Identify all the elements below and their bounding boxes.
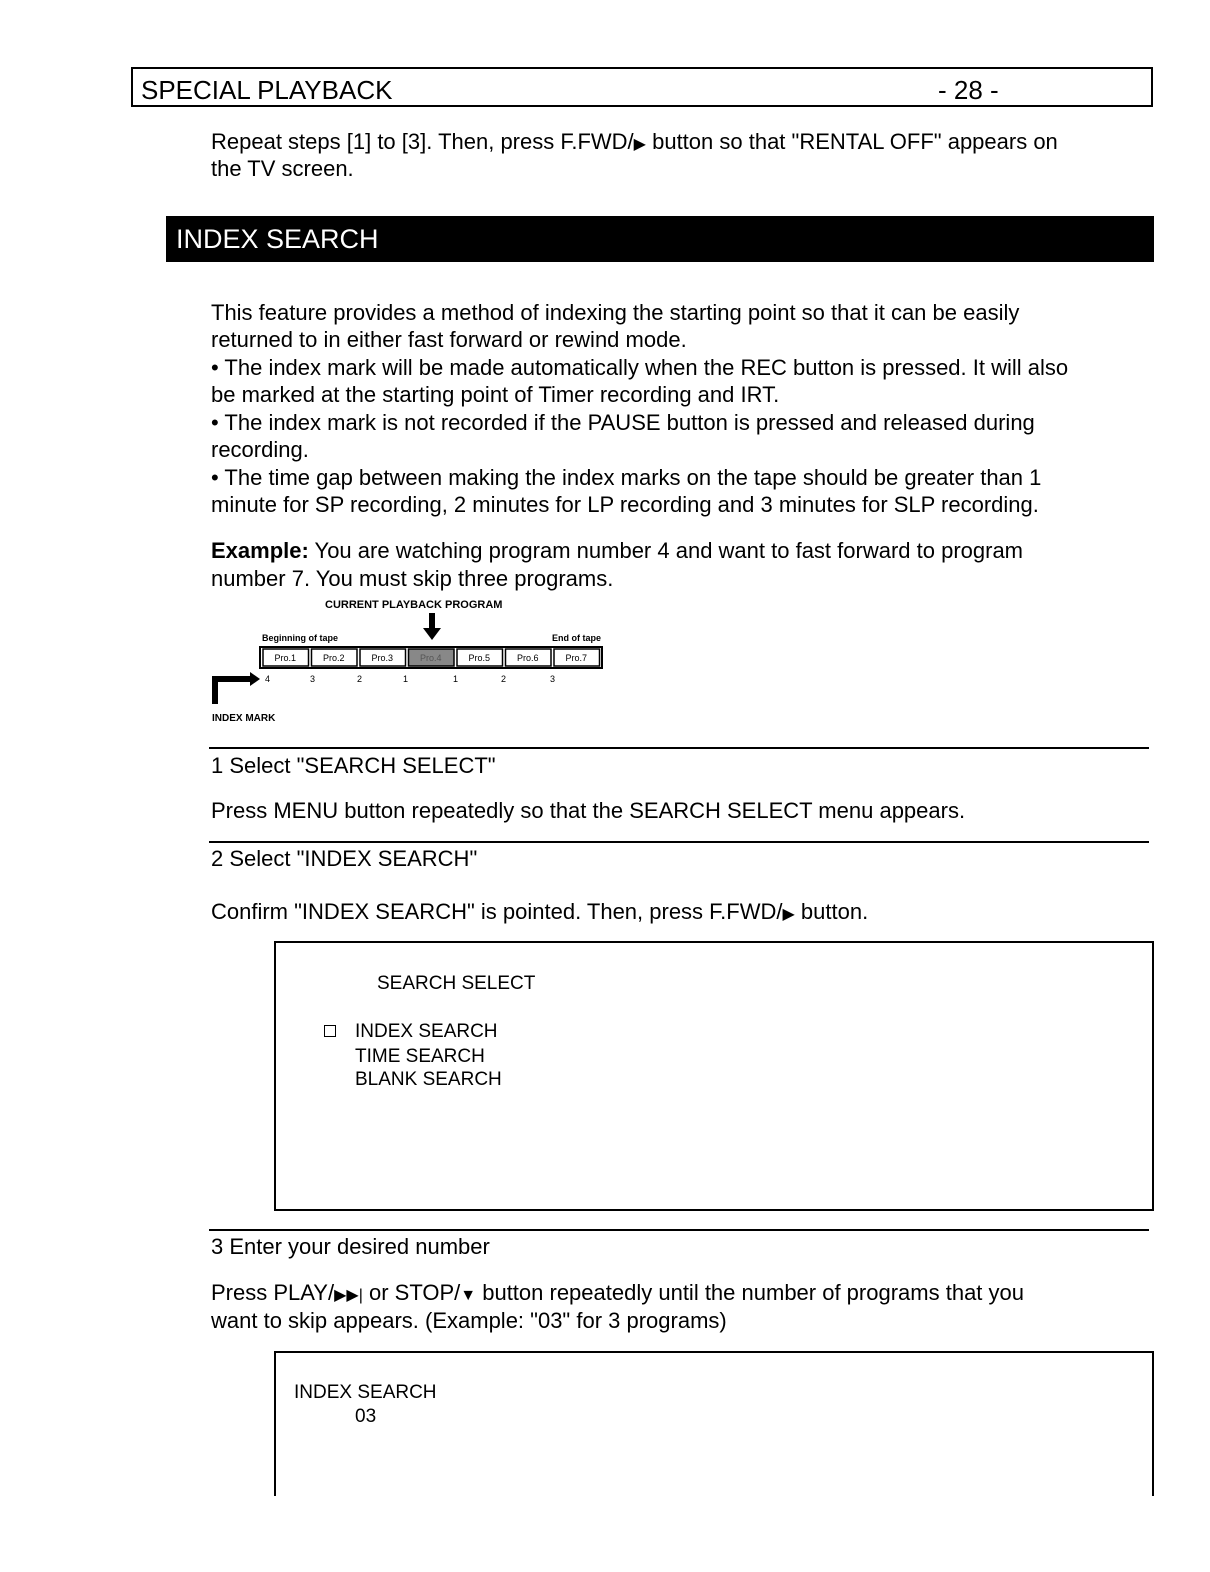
- program-cell: [312, 649, 358, 666]
- body-line: recording.: [211, 437, 309, 462]
- program-label: Pro.2: [322, 653, 345, 663]
- step-divider: [209, 1229, 1149, 1231]
- program-cells: [263, 649, 600, 666]
- example-line-1: Example: You are watching program number 4 and want to fast forward to program: [211, 538, 1024, 563]
- play-right-icon: ▶: [782, 906, 795, 923]
- skip-count: 2: [501, 674, 507, 684]
- step-2-text: Confirm "INDEX SEARCH" is pointed. Then, press F.FWD/▶ button.: [211, 899, 869, 924]
- program-label: Pro.6: [516, 653, 539, 663]
- skip-count: 3: [550, 674, 556, 684]
- skip-forward-icon: ▶▶|: [334, 1287, 363, 1304]
- skip-count: 4: [265, 674, 271, 684]
- body-line: be marked at the starting point of Timer recording and IRT.: [211, 382, 780, 407]
- menu-item: TIME SEARCH: [355, 1046, 485, 1067]
- program-cell: [409, 649, 455, 666]
- step-1-title: 1 Select "SEARCH SELECT": [211, 753, 496, 778]
- body-line: • The time gap between making the index marks on the tape should be greater than 1: [211, 465, 1042, 490]
- step-divider: [209, 841, 1149, 843]
- down-triangle-icon: ▼: [460, 1287, 477, 1304]
- program-label: Pro.5: [468, 653, 491, 663]
- screen-title: INDEX SEARCH: [294, 1382, 437, 1403]
- section-header: [166, 216, 1154, 262]
- down-arrow-icon: [423, 628, 441, 640]
- right-arrow-icon: [250, 672, 260, 686]
- step-1-text: Press MENU button repeatedly so that the SEARCH SELECT menu appears.: [211, 798, 966, 823]
- program-cell: [360, 649, 406, 666]
- screen-title: SEARCH SELECT: [377, 973, 536, 994]
- skip-count: 2: [357, 674, 363, 684]
- body-line: • The index mark will be made automatically when the REC button is pressed. It will also: [211, 355, 1069, 380]
- skip-count: 3: [310, 674, 316, 684]
- index-mark-label: INDEX MARK: [212, 713, 276, 724]
- body-line: • The index mark is not recorded if the PAUSE button is pressed and released during: [211, 410, 1035, 435]
- page-number: - 28 -: [938, 75, 999, 105]
- menu-item: INDEX SEARCH: [355, 1021, 498, 1042]
- end-label: End of tape: [552, 633, 601, 643]
- program-label: Pro.7: [565, 653, 588, 663]
- menu-item: BLANK SEARCH: [355, 1069, 502, 1090]
- step-divider: [209, 747, 1149, 749]
- beginning-label: Beginning of tape: [262, 633, 338, 643]
- program-cell: [263, 649, 309, 666]
- checkbox-icon: [324, 1025, 336, 1037]
- step-3-text-line-1: Press PLAY/▶▶| or STOP/▼ button repeatedly until the number of programs that you: [211, 1280, 1024, 1305]
- arrow-shaft: [429, 613, 435, 630]
- step-3-text-line-2: want to skip appears. (Example: "03" for 3 programs): [211, 1308, 727, 1333]
- current-playback-label: CURRENT PLAYBACK PROGRAM: [325, 599, 503, 611]
- skip-count: 1: [403, 674, 409, 684]
- example-line-2: number 7. You must skip three programs.: [211, 566, 614, 591]
- step-3-title: 3 Enter your desired number: [211, 1234, 490, 1259]
- program-label: Pro.4: [419, 653, 442, 663]
- program-label: Pro.1: [274, 653, 297, 663]
- skip-count-value: 03: [355, 1406, 377, 1427]
- body-line: returned to in either fast forward or rewind mode.: [211, 327, 687, 352]
- program-cell: [506, 649, 552, 666]
- step-2-title: 2 Select "INDEX SEARCH": [211, 846, 478, 871]
- skip-counts: [265, 674, 555, 684]
- example-label: Example:: [211, 538, 309, 563]
- intro-line-2: the TV screen.: [211, 156, 354, 181]
- skip-count: 1: [453, 674, 459, 684]
- body-line: This feature provides a method of indexing the starting point so that it can be easily: [211, 300, 1020, 325]
- index-arrow-bar: [212, 676, 252, 682]
- intro-line-1: Repeat steps [1] to [3]. Then, press F.FWD/▶ button so that "RENTAL OFF" appears on: [211, 129, 1058, 154]
- program-cell: [554, 649, 600, 666]
- page-header: [131, 67, 1153, 107]
- section-title: INDEX SEARCH: [176, 224, 379, 254]
- play-right-icon: ▶: [633, 136, 646, 153]
- program-label: Pro.3: [371, 653, 394, 663]
- search-select-screen: [274, 941, 1154, 1211]
- chapter-title: SPECIAL PLAYBACK: [141, 75, 393, 105]
- index-search-screen: [274, 1351, 1154, 1496]
- index-mark-diagram: [210, 592, 610, 727]
- program-cell: [457, 649, 503, 666]
- body-line: minute for SP recording, 2 minutes for LP recording and 3 minutes for SLP recording.: [211, 492, 1039, 517]
